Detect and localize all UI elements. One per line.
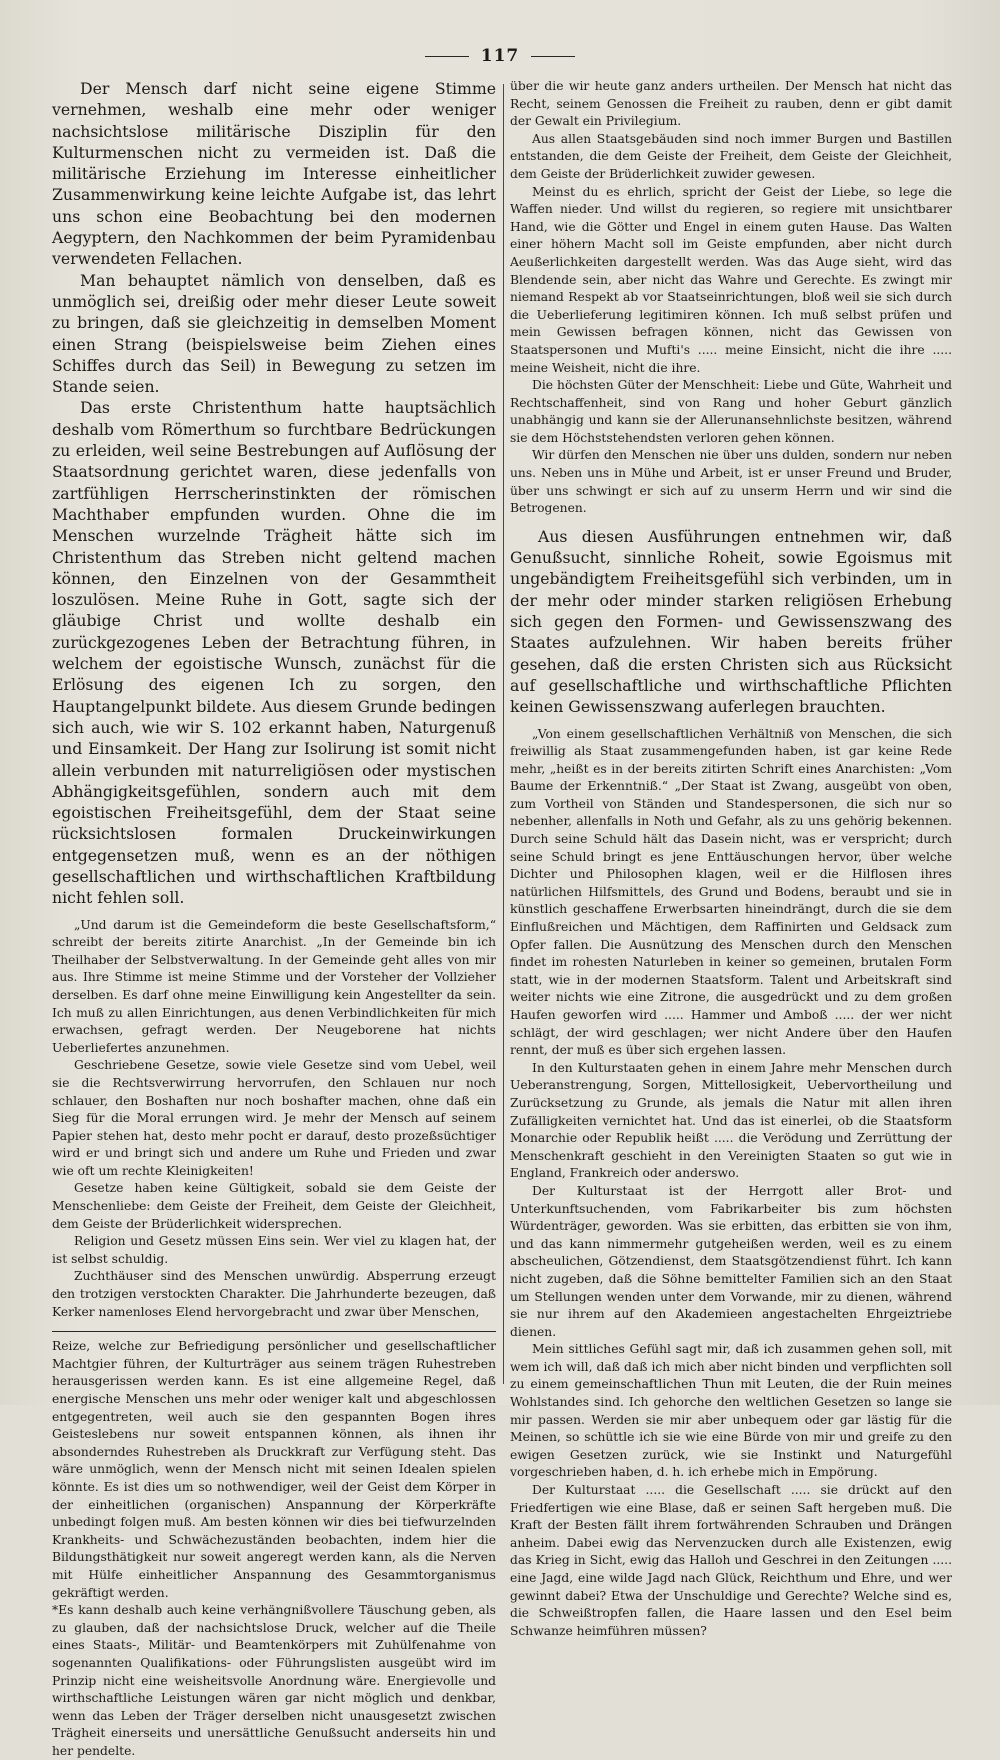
left-main-text (52, 78, 496, 909)
footnote-rule (52, 1331, 496, 1332)
paragraph: über die wir heute ganz anders urtheilen. Der Mensch hat nicht das Recht, seinem Genossen die Freiheit zu rauben, denn er gibt damit der Gewalt ein Privilegium. (510, 79, 952, 129)
left-column (52, 78, 496, 1760)
right-main-text (510, 526, 952, 718)
paragraph: Geschriebene Gesetze, sowie viele Gesetze sind vom Uebel, weil sie die Rechtsverwirrung hervorrufen, den Schlauen nur noch schlauer, den Boshaften nur noch boshafter machen, ohne daß ein Sieg für die Moral errungen wird. Je mehr der Mensch auf seinem Papier stehen hat, desto mehr pocht er darauf, desto prozeßsüchtiger wird er und bringt sich und andere um Ruhe und Frieden und zwar wie oft um rechte Kleinigkeiten! (52, 1058, 496, 1178)
right-column (510, 78, 952, 1640)
paragraph: Aus diesen Ausführungen entnehmen wir, daß Genußsucht, sinnliche Roheit, sowie Egoismus mit ungebändigtem Freiheitsgefühl sich verbinden, um in der mehr oder minder starken religiösen Erhebung sich gegen den Formen- und Gewissenszwang des Staates aufzulehnen. Wir haben bereits früher gesehen, daß die ersten Christen sich aus Rücksicht auf gesellschaftliche und wirthschaftliche Pflichten keinen Gewissenszwang auferlegen brauchten. (510, 526, 952, 717)
left-footnote (52, 1338, 496, 1760)
left-quote-text (52, 917, 496, 1322)
footnote-paragraph: *Es kann deshalb auch keine verhängnißvollere Täuschung geben, als zu glauben, daß der nachsichtslose Druck, welcher auf die Theile eines Staats-, Militär- und Beamtenkörpers mit Zuhülfenahme von sogenannten Qualifikations- oder Führungslisten ausgeübt wird im Prinzip nicht eine weisheitsvolle Anordnung wäre. Energievolle und wirthschaftliche Leistungen wären gar nicht möglich und denkbar, wenn das Leben der Träger derselben nicht unausgesetzt zwischen Trägheit einerseits und unersättliche Genußsucht anderseits hin und her pendelte. (52, 1603, 496, 1758)
paragraph: Der Kulturstaat ..... die Gesellschaft ..... sie drückt auf den Friedfertigen wie eine Blase, daß er seinen Saft hergeben muß. Die Kraft der Besten fällt ihrem fortwährenden Schrauben und Drängen anheim. Dabei ewig das Nervenzucken durch alle Existenzen, ewig das Krieg in Sicht, ewig das Halloh und Geschrei in den Zeitungen ..... eine Jagd, eine wilde Jagd nach Glück, Reichthum und Ehre, und wer gewinnt dabei? Etwa der Unschuldige und Gerechte? Welche sind es, die Schweißtropfen fallen, die Haare lassen und den Esel beim Schwanze heimführen müssen? (510, 1483, 952, 1638)
paragraph: Das erste Christenthum hatte hauptsächlich deshalb vom Römerthum so furchtbare Bedrückungen zu erleiden, weil seine Bestrebungen auf Auflösung der Staatsordnung gerichtet waren, diese jedenfalls von zartfühligen Herrscherinstinkten der römischen Machthaber empfunden wurden. Ohne die im Menschen wurzelnde Trägheit hätte sich im Christenthum das Streben nicht geltend machen können, den Einzelnen von der Gesammtheit loszulösen. Meine Ruhe in Gott, sagte sich der gläubige Christ und wollte deshalb ein zurückgezogenes Leben der Betrachtung führen, in welchem der egoistische Wunsch, zunächst für die Erlösung des eigenen Ich zu sorgen, den Hauptangelpunkt bildete. Aus diesem Grunde bedingen sich auch, wie wir S. 102 erkannt haben, Naturgenuß und Einsamkeit. Der Hang zur Isolirung ist somit nicht allein verbunden mit naturreligiösen oder mystischen Abhängigkeitsgefühlen, sondern auch mit dem egoistischen Freiheitsgefühl, dem der Staat seine rücksichtslosen formalen Druckeinwirkungen entgegensetzen muß, wenn es an der nöthigen gesellschaftlichen und wirthschaftlichen Kraftbildung nicht fehlen soll. (52, 398, 496, 908)
page-number: 117 (480, 46, 520, 66)
paragraph: Der Kulturstaat ist der Herrgott aller Brot- und Unterkunftsuchenden, vom Fabrikarbeiter bis zum höchsten Würdenträger, geworden. Was sie erbitten, das erbitten sie von ihm, und das kann nimmermehr gutgeheißen werden, weil es zu einem abscheulichen, Götzendienst, dem Staatsgötzendienst führt. Ich kann nicht zugeben, daß die Söhne bemittelter Familien sich an den Staat um Stellungen wenden unter dem Vorwande, mir zu dienen, während sie nur ihrem auf den Akademieen angestachelten Ehrgeiztriebe dienen. (510, 1183, 952, 1339)
paragraph: Zuchthäuser sind des Menschen unwürdig. Absperrung erzeugt den trotzigen verstockten Charakter. Die Jahrhunderte bezeugen, daß Kerker namenloses Elend hervorgebracht und zwar über Menschen, (52, 1269, 496, 1319)
paragraph: Man behauptet nämlich von denselben, daß es unmöglich sei, dreißig oder mehr dieser Leute soweit zu bringen, daß sie gleichzeitig in demselben Moment einen Strang (beispielsweise beim Ziehen eines Schiffes durch das Seil) in Bewegung zu setzen im Stande seien. (52, 270, 496, 397)
paragraph: Der Mensch darf nicht seine eigene Stimme vernehmen, weshalb eine mehr oder weniger nachsichtslose militärische Disziplin für den Kulturmenschen nicht zu vermeiden ist. Daß die militärische Erziehung im Interesse einheitlicher Zusammenwirkung keine leichte Aufgabe ist, das lehrt uns schon eine Beobachtung bei den modernen Aegyptern, den Nachkommen der beim Pyramidenbau verwendeten Fellachen. (52, 79, 496, 269)
header-rule-right (531, 56, 575, 57)
column-divider (503, 84, 504, 1384)
paragraph: Meinst du es ehrlich, spricht der Geist der Liebe, so lege die Waffen nieder. Und willst du regieren, so regiere mit unsichtbarer Hand, wie die Götter und Engel in einem guten Hause. Das Walten einer höhern Macht soll im Geiste empfunden, aber nicht durch Aeußerlichkeiten dargestellt werden. Was das Auge sieht, wird das Blendende sein, aber nicht das Wahre und Gerechte. Es zwingt mir niemand Respekt ab vor Staatseinrichtungen, bloß weil sie sich durch die Ueberlieferung legitimiren können. Ich muß selbst prüfen und mein Gewissen befragen können, nicht das Gewissen von Staatspersonen und Mufti's ..... meine Einsicht, nicht die ihre ..... meine Weisheit, nicht die ihre. (510, 184, 952, 375)
paragraph: Aus allen Staatsgebäuden sind noch immer Burgen und Bastillen entstanden, die dem Geiste der Freiheit, dem Geiste der Gleichheit, dem Geiste der Brüderlichkeit zuwider gewesen. (510, 131, 952, 181)
paragraph: Die höchsten Güter der Menschheit: Liebe und Güte, Wahrheit und Rechtschaffenheit, sind von Rang und hoher Geburt gänzlich unabhängig und kann sie der Allerunansehnlichste besitzen, während sie dem Höchststehendsten verloren gehen können. (510, 378, 952, 445)
right-quote-text-top (510, 78, 952, 518)
page-header (0, 44, 1000, 68)
paragraph: „Von einem gesellschaftlichen Verhältniß von Menschen, die sich freiwillig als Staat zusammengefunden haben, ist gar keine Rede mehr, „heißt es in der bereits zitirten Schrift eines Anarchisten: „Vom Baume der Erkenntniß.“ „Der Staat ist Zwang, ausgeübt von oben, zum Vortheil von Ständen und Standespersonen, die sich nur so nebenher, allenfalls in Noth und Gefahr, als zu uns gehörig bekennen. Durch seine Schuld hält das Dasein nicht, was er verspricht; durch seine Schuld bringt es jene Enttäuschungen hervor, über welche Dichter und Philosophen klagen, weil er die Hilflosen ihres natürlichen Hilfsmittels, des Grund und Bodens, beraubt und sie in künstlich geschaffene Erwerbsarten hineindrängt, durch die sie dem Einflußreichen und Mächtigen, dem Raffinirten und Geldsack zum Opfer fallen. Die Ausnützung des Menschen durch den Menschen findet im rohesten Naturleben in keiner so gemeinen, brutalen Form statt, wie in der modernen Staatsform. Talent und Arbeitskraft sind weiter nichts wie eine Zitrone, die ausgedrückt und zu dem großen Haufen geworfen wird ..... Hammer und Amboß ..... der wer nicht schlägt, der wird geschlagen; wer nicht Andere über den Haufen rennt, der muß es über sich ergehen lassen. (510, 726, 952, 1058)
footnote-paragraph: Reize, welche zur Befriedigung persönlicher und gesellschaftlicher Machtgier führen, der Kulturträger aus seinem trägen Ruhestreben herausgerissen werden kann. Es ist eine allgemeine Regel, daß energische Menschen uns mehr oder weniger kalt und abgeschlossen entgegentreten, weil auch sie den gespannten Bogen ihres Geisteslebens nur soweit entspannen können, als ihnen ihr absonderndes Ruhestreben als Druckkraft zur Verfügung steht. Das wäre unmöglich, wenn der Mensch nicht mit seinen Idealen spielen könnte. Es ist dies um so nothwendiger, weil der Geist dem Körper in der einheitlichen (organischen) Anspannung der Körperkräfte unbedingt folgen muß. Am besten können wir dies bei tiefwurzelnden Krankheits- und Schwächezuständen beobachten, indem hier die Bildungsthätigkeit nur soweit angeregt werden kann, als die Nerven mit Hülfe einheitlicher Anspannung des Gesammtorganismus gekräftigt werden. (52, 1339, 496, 1600)
header-rule-left (425, 56, 469, 57)
right-quote-text-bottom (510, 726, 952, 1641)
paragraph: Mein sittliches Gefühl sagt mir, daß ich zusammen gehen soll, mit wem ich will, daß daß ich mich aber nicht binden und verpflichten soll zu einem gemeinschaftlichen Thun mit Leuten, die der Ruin meines Wohlstandes sind. Ich gehorche den weltlichen Gesetzen so lange sie mir passen. Werden sie mir aber unbequem oder gar lästig für die Meinen, so schüttle ich sie wie eine Bürde von mir und greife zu den ewigen Gesetzen zurück, wie sie Instinkt und Naturgefühl vorgeschrieben haben, d. h. ich erhebe mich in Empörung. (510, 1342, 952, 1480)
paragraph: Religion und Gesetz müssen Eins sein. Wer viel zu klagen hat, der ist selbst schuldig. (52, 1234, 496, 1266)
paragraph: Wir dürfen den Menschen nie über uns dulden, sondern nur neben uns. Neben uns in Mühe und Arbeit, ist er unser Freund und Bruder, über uns schwingt er sich auf zu unserm Herrn und wir sind die Betrogenen. (510, 448, 952, 516)
paragraph: „Und darum ist die Gemeindeform die beste Gesellschaftsform,“ schreibt der bereits zitirte Anarchist. „In der Gemeinde bin ich Theilhaber der Selbstverwaltung. In der Gemeinde geht alles von mir aus. Ihre Stimme ist meine Stimme und der Vorsteher der Vollzieher derselben. Es darf ohne meine Einwilligung kein Angestellter da sein. Ich muß zu allen Einrichtungen, aus denen Verbindlichkeiten für mich erwachsen, gefragt werden. Der Neugeborene hat nichts Ueberliefertes anzunehmen. (52, 917, 496, 1055)
paragraph: In den Kulturstaaten gehen in einem Jahre mehr Menschen durch Ueberanstrengung, Sorgen, Mittellosigkeit, Uebervortheilung und Zurücksetzung zu Grunde, als jemals die Natur mit allen ihren Zufälligkeiten vernichtet hat. Und das ist einerlei, ob die Staatsform Monarchie oder Republik heißt ..... die Verödung und Zerrüttung der Menschenkraft geschieht in den Vereinigten Staaten so gut wie in England, Frankreich oder anderswo. (510, 1060, 952, 1181)
paragraph: Gesetze haben keine Gültigkeit, sobald sie dem Geiste der Menschenliebe: dem Geiste der Freiheit, dem Geiste der Gleichheit, dem Geiste der Brüderlichkeit widersprechen. (52, 1181, 496, 1231)
